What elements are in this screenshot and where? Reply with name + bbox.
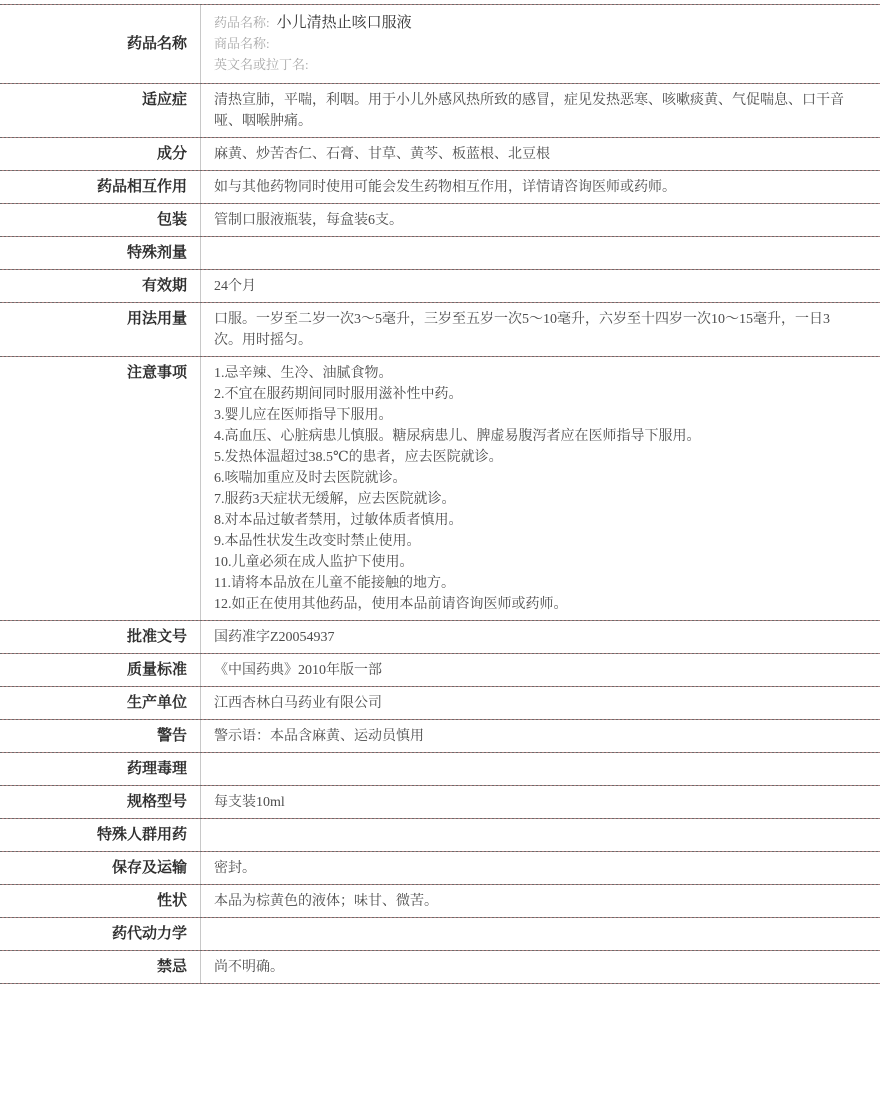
table-row-ingredients (0, 138, 880, 171)
row-label: 适应症 (0, 84, 201, 138)
row-text: 国药准字Z20054937 (214, 630, 335, 645)
table-row-shelf-life (0, 270, 880, 303)
row-text: 本品为棕黄色的液体；味甘、微苦。 (214, 894, 438, 909)
row-label: 质量标准 (0, 654, 201, 687)
table-row-drug-name (0, 5, 880, 84)
precaution-item: 7.服药3天症状无缓解，应去医院就诊。 (214, 492, 456, 507)
table-row-special-population (0, 819, 880, 852)
row-content (201, 204, 880, 237)
table-row-specification (0, 786, 880, 819)
table-row-storage-transport (0, 852, 880, 885)
precaution-item: 11.请将本品放在儿童不能接触的地方。 (214, 576, 455, 591)
row-label: 警告 (0, 720, 201, 753)
row-content (201, 687, 880, 720)
row-content-drug-name (201, 5, 880, 84)
row-label: 药理毒理 (0, 753, 201, 786)
precaution-item: 5.发热体温超过38.5℃的患者，应去医院就诊。 (214, 450, 503, 465)
row-label: 药代动力学 (0, 918, 201, 951)
table-row-pharmacology-toxicology (0, 753, 880, 786)
drug-info-table (0, 4, 880, 984)
row-label: 药品相互作用 (0, 171, 201, 204)
table-row-packaging (0, 204, 880, 237)
trade-name-field (214, 34, 848, 55)
row-content (201, 84, 880, 138)
precaution-item: 1.忌辛辣、生冷、油腻食物。 (214, 366, 393, 381)
table-row-warning (0, 720, 880, 753)
row-content (201, 621, 880, 654)
row-content (201, 753, 880, 786)
latin-name-field (214, 55, 848, 76)
row-content (201, 357, 880, 621)
row-content (201, 786, 880, 819)
row-text: 警示语：本品含麻黄、运动员慎用 (214, 729, 424, 744)
row-label: 特殊剂量 (0, 237, 201, 270)
precaution-item: 12.如正在使用其他药品，使用本品前请咨询医师或药师。 (214, 597, 568, 612)
row-text: 如与其他药物同时使用可能会发生药物相互作用，详情请咨询医师或药师。 (214, 180, 676, 195)
table-row-quality-standard (0, 654, 880, 687)
row-label: 注意事项 (0, 357, 201, 621)
row-label: 禁忌 (0, 951, 201, 984)
row-label: 保存及运输 (0, 852, 201, 885)
precaution-item: 2.不宜在服药期间同时服用滋补性中药。 (214, 387, 463, 402)
precaution-item: 3.婴儿应在医师指导下服用。 (214, 408, 393, 423)
row-content (201, 138, 880, 171)
row-content (201, 918, 880, 951)
precaution-item: 8.对本品过敏者禁用，过敏体质者慎用。 (214, 513, 463, 528)
row-content (201, 303, 880, 357)
drug-name-key: 药品名称: (214, 15, 270, 30)
row-label: 规格型号 (0, 786, 201, 819)
table-row-manufacturer (0, 687, 880, 720)
precaution-item: 6.咳喘加重应及时去医院就诊。 (214, 471, 407, 486)
table-row-indications (0, 84, 880, 138)
row-label-drug-name: 药品名称 (0, 5, 201, 84)
row-text: 口服。一岁至二岁一次3～5毫升，三岁至五岁一次5～10毫升，六岁至十四岁一次10～15毫升，一日3次。用时摇匀。 (214, 312, 830, 348)
row-content (201, 720, 880, 753)
trade-name-key: 商品名称: (214, 36, 270, 51)
table-row-drug-interactions (0, 171, 880, 204)
row-text: 江西杏林白马药业有限公司 (214, 696, 382, 711)
row-content (201, 951, 880, 984)
table-row-precautions (0, 357, 880, 621)
row-label: 有效期 (0, 270, 201, 303)
row-text: 每支装10ml (214, 795, 285, 810)
row-text: 麻黄、炒苦杏仁、石膏、甘草、黄芩、板蓝根、北豆根 (214, 147, 550, 162)
drug-name-field (214, 13, 848, 34)
latin-name-key: 英文名或拉丁名: (214, 57, 309, 72)
row-label: 包装 (0, 204, 201, 237)
row-text: 密封。 (214, 861, 256, 876)
row-label: 成分 (0, 138, 201, 171)
row-content (201, 852, 880, 885)
table-row-approval-number (0, 621, 880, 654)
row-text: 管制口服液瓶装，每盒装6支。 (214, 213, 403, 228)
row-label: 批准文号 (0, 621, 201, 654)
table-row-pharmacokinetics (0, 918, 880, 951)
precaution-item: 9.本品性状发生改变时禁止使用。 (214, 534, 421, 549)
row-content (201, 654, 880, 687)
row-label: 用法用量 (0, 303, 201, 357)
table-row-contraindications (0, 951, 880, 984)
row-content (201, 819, 880, 852)
row-label: 特殊人群用药 (0, 819, 201, 852)
table-row-dosage-usage (0, 303, 880, 357)
row-content (201, 171, 880, 204)
row-label: 生产单位 (0, 687, 201, 720)
precaution-item: 10.儿童必须在成人监护下使用。 (214, 555, 414, 570)
row-label: 性状 (0, 885, 201, 918)
row-text: 《中国药典》2010年版一部 (214, 663, 382, 678)
precaution-item: 4.高血压、心脏病患儿慎服。糖尿病患儿、脾虚易腹泻者应在医师指导下服用。 (214, 429, 701, 444)
row-text: 尚不明确。 (214, 960, 284, 975)
table-row-special-dosage (0, 237, 880, 270)
row-text: 24个月 (214, 279, 256, 294)
table-row-character (0, 885, 880, 918)
row-content (201, 885, 880, 918)
row-content (201, 237, 880, 270)
row-content (201, 270, 880, 303)
drug-name-value: 小儿清热止咳口服液 (276, 15, 412, 31)
row-text: 清热宣肺，平喘，利咽。用于小儿外感风热所致的感冒，症见发热恶寒、咳嗽痰黄、气促喘息、口干音哑、咽喉肿痛。 (214, 93, 844, 129)
